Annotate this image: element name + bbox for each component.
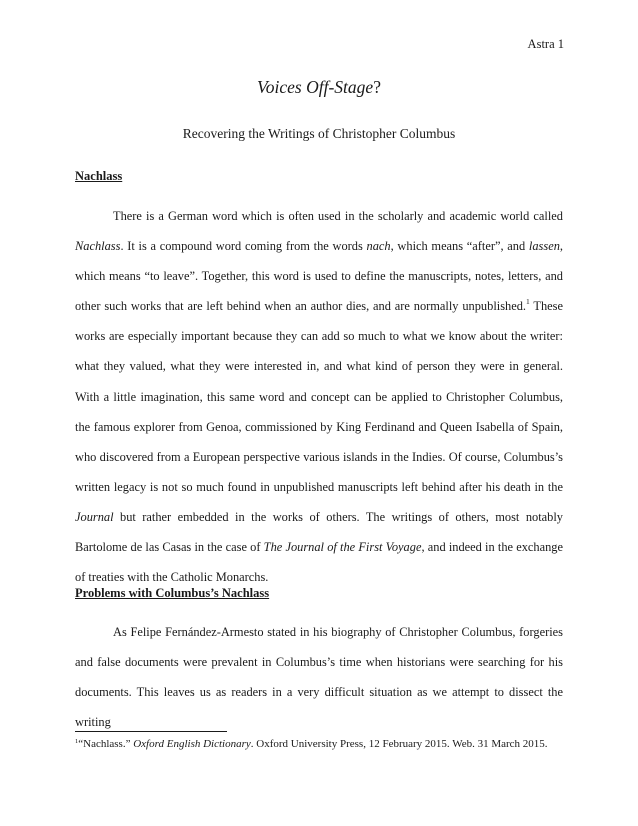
italic-term-nach: nach [366,239,391,254]
section-heading-problems: Problems with Columbus’s Nachlass [75,586,270,600]
text-run: , which means “after”, and [390,239,529,254]
page-header: Astra 1 [527,37,564,51]
text-run: As Felipe Fernández-Armesto stated in his biography of Christopher Columbus, forgeries and false documents were prevalent in Columbus’s time when historians were searching for his documents. This leaves us as readers in a very difficult situation as we attempt to dissect the writing [75,625,563,730]
page-title [0,77,638,98]
text-run: , and indeed in the exchange of treaties with the Catholic Monarchs. [75,540,564,585]
footnote-number: 1 [75,738,79,745]
text-run: but rather embedded in the works of others. The writings of others, most notably Bartolome de las Casas in the case of [75,509,563,555]
section-problems-paragraph [75,617,563,737]
footnote-divider [75,731,227,732]
footnote-reference: 1 [526,297,530,307]
italic-term-nachlass: Nachlass [75,239,121,254]
text-run: There is a German word which is often used in the scholarly and academic world called [113,209,563,223]
italic-title-journal: Journal [75,509,114,524]
text-run: These works are especially important because they can add so much to what we know about the writer: what they valued, what they were interested in, and what kind of person they were in general. With a little imagination, this same word and concept can be applied to Christopher Columbus, the famous explorer from Genoa, commissioned by King Ferdinand and Queen Isabella of Spain, who discovered from a European perspective various islands in the Indies. Of course, Columbus’s written legacy is not so much found in unpublished manuscripts left behind after his death in the [75,299,563,494]
text-run: , which means “to leave”. Together, this word is used to define the manuscripts, notes, letters, and other such works that are left behind when an author dies, and are normally unpublished. [75,239,564,314]
italic-title-first-voyage: The Journal of the First Voyage [263,540,422,555]
text-run: . It is a compound word coming from the words [120,239,367,254]
title-italic: Voices Off-Stage [257,77,374,97]
section-nachlass-paragraph [75,201,563,592]
page-subtitle: Recovering the Writings of Christopher Columbus [182,126,456,141]
footnote-rest: . Oxford University Press, 12 February 2015. Web. 31 March 2015. [250,738,548,750]
footnote [75,738,565,750]
footnote-source: Oxford English Dictionary [133,738,251,750]
title-question-mark: ? [373,77,381,97]
footnote-quote: “Nachlass.” [78,738,134,750]
section-heading-nachlass: Nachlass [75,169,123,183]
italic-term-lassen: lassen [528,239,560,254]
